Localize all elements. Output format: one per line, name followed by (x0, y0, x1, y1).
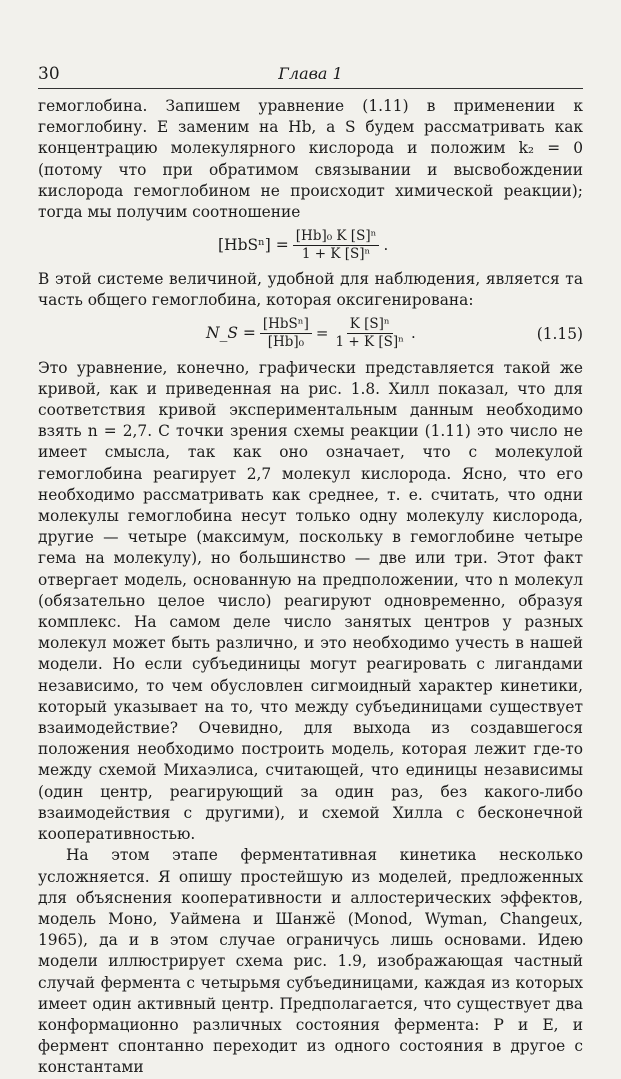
equals-sign: = (315, 324, 329, 343)
equation-fraction (293, 228, 380, 263)
equation-fraction-2 (332, 316, 406, 351)
paragraph-observable: В этой системе величиной, удобной для наблюдения, является та часть общего гемоглобина, которая оксигенирована: (38, 270, 583, 310)
paragraph-hill: Это уравнение, конечно, графически представляется такой же кривой, как и приведенная на рис. 1.8. Хилл показал, что для соответствия кривой экспериментальным данным необходимо взять n = 2,7. С точки зрения схемы реакции (1.11) это число не имеет смысла, так как оно означает, что с молекулой гемоглобина реагирует 2,7 молекул кислорода. Ясно, что его необходимо рассматривать как среднее, т. е. считать, что одни молекулы гемоглобина несут только одну молекулу кислорода, другие — четыре (максимум, поскольку в гемоглобине четыре гема на молекулу), но большинство — две или три. Этот факт отвергает модель, основанную на предположении, что n молекул (обязательно целое число) реагируют одновременно, образуя комплекс. На самом деле число занятых центров у разных молекул может быть различно, и это необходимо учесть в нашей модели. Но если субъединицы могут реагировать с лигандами независимо, то чем обусловлен сигмоидный характер кинетики, который указывает на то, что между субъединицами существует взаимодействие? Очевидно, для выхода из создавшегося положения необходимо построить модель, которая лежит где-то между схемой Михаэлиса, считающей, что единицы независимы (один центр, реагирующий за один раз, без какого-либо взаимодействия с другими), и схемой Хилла с бесконечной кооперативностью. (38, 358, 583, 844)
equation-1-15 (38, 314, 583, 354)
page-body (38, 96, 583, 1079)
equation-number: (1.15) (536, 324, 583, 343)
paragraph-mwc-model: На этом этапе ферментативная кинетика несколько усложняется. Я опишу простейшую из моделей, предложенных для объяснения кооперативности и аллостерических эффектов, модель Моно, Уаймена и Шанжё (Monod, Wyman, Changeux, 1965), да и в этом случае ограничусь лишь основами. Идею модели иллюстрирует схема рис. 1.9, изображающая частный случай фермента с четырьмя субъединицами, каждая из которых имеет один активный центр. Предполагается, что существует два конформационно различных состояния фермента: P и E, и фермент спонтанно переходит из одного состояния в другое с константами (38, 846, 583, 1077)
fraction-denominator: 1 + K [S]ⁿ (301, 245, 371, 262)
fraction-numerator: K [S]ⁿ (347, 316, 393, 334)
fraction-denominator: 1 + K [S]ⁿ (335, 334, 404, 351)
equation-period: . (410, 324, 416, 343)
equation-hbs (38, 225, 583, 265)
page-header (38, 62, 583, 89)
page-number: 30 (38, 64, 60, 84)
running-head: Глава 1 (278, 64, 343, 83)
equation-lhs: N_S = (206, 324, 256, 343)
equation-period: . (383, 235, 389, 254)
equation-fraction-1 (260, 316, 312, 351)
fraction-numerator: [Hb]₀ K [S]ⁿ (293, 228, 380, 246)
paragraph-continuation: гемоглобина. Запишем уравнение (1.11) в применении к гемоглобину. E заменим на Hb, а S будем рассматривать как концентрацию молекулярного кислорода и положим k₂ = 0 (потому что при обратимом связывании и высвобождении кислорода гемоглобином не происходит химической реакции); тогда мы получим соотношение (38, 97, 583, 222)
fraction-denominator: [Hb]₀ (267, 334, 305, 351)
fraction-numerator: [HbSⁿ] (260, 316, 312, 334)
equation-lhs: [HbSⁿ] = (218, 235, 289, 254)
